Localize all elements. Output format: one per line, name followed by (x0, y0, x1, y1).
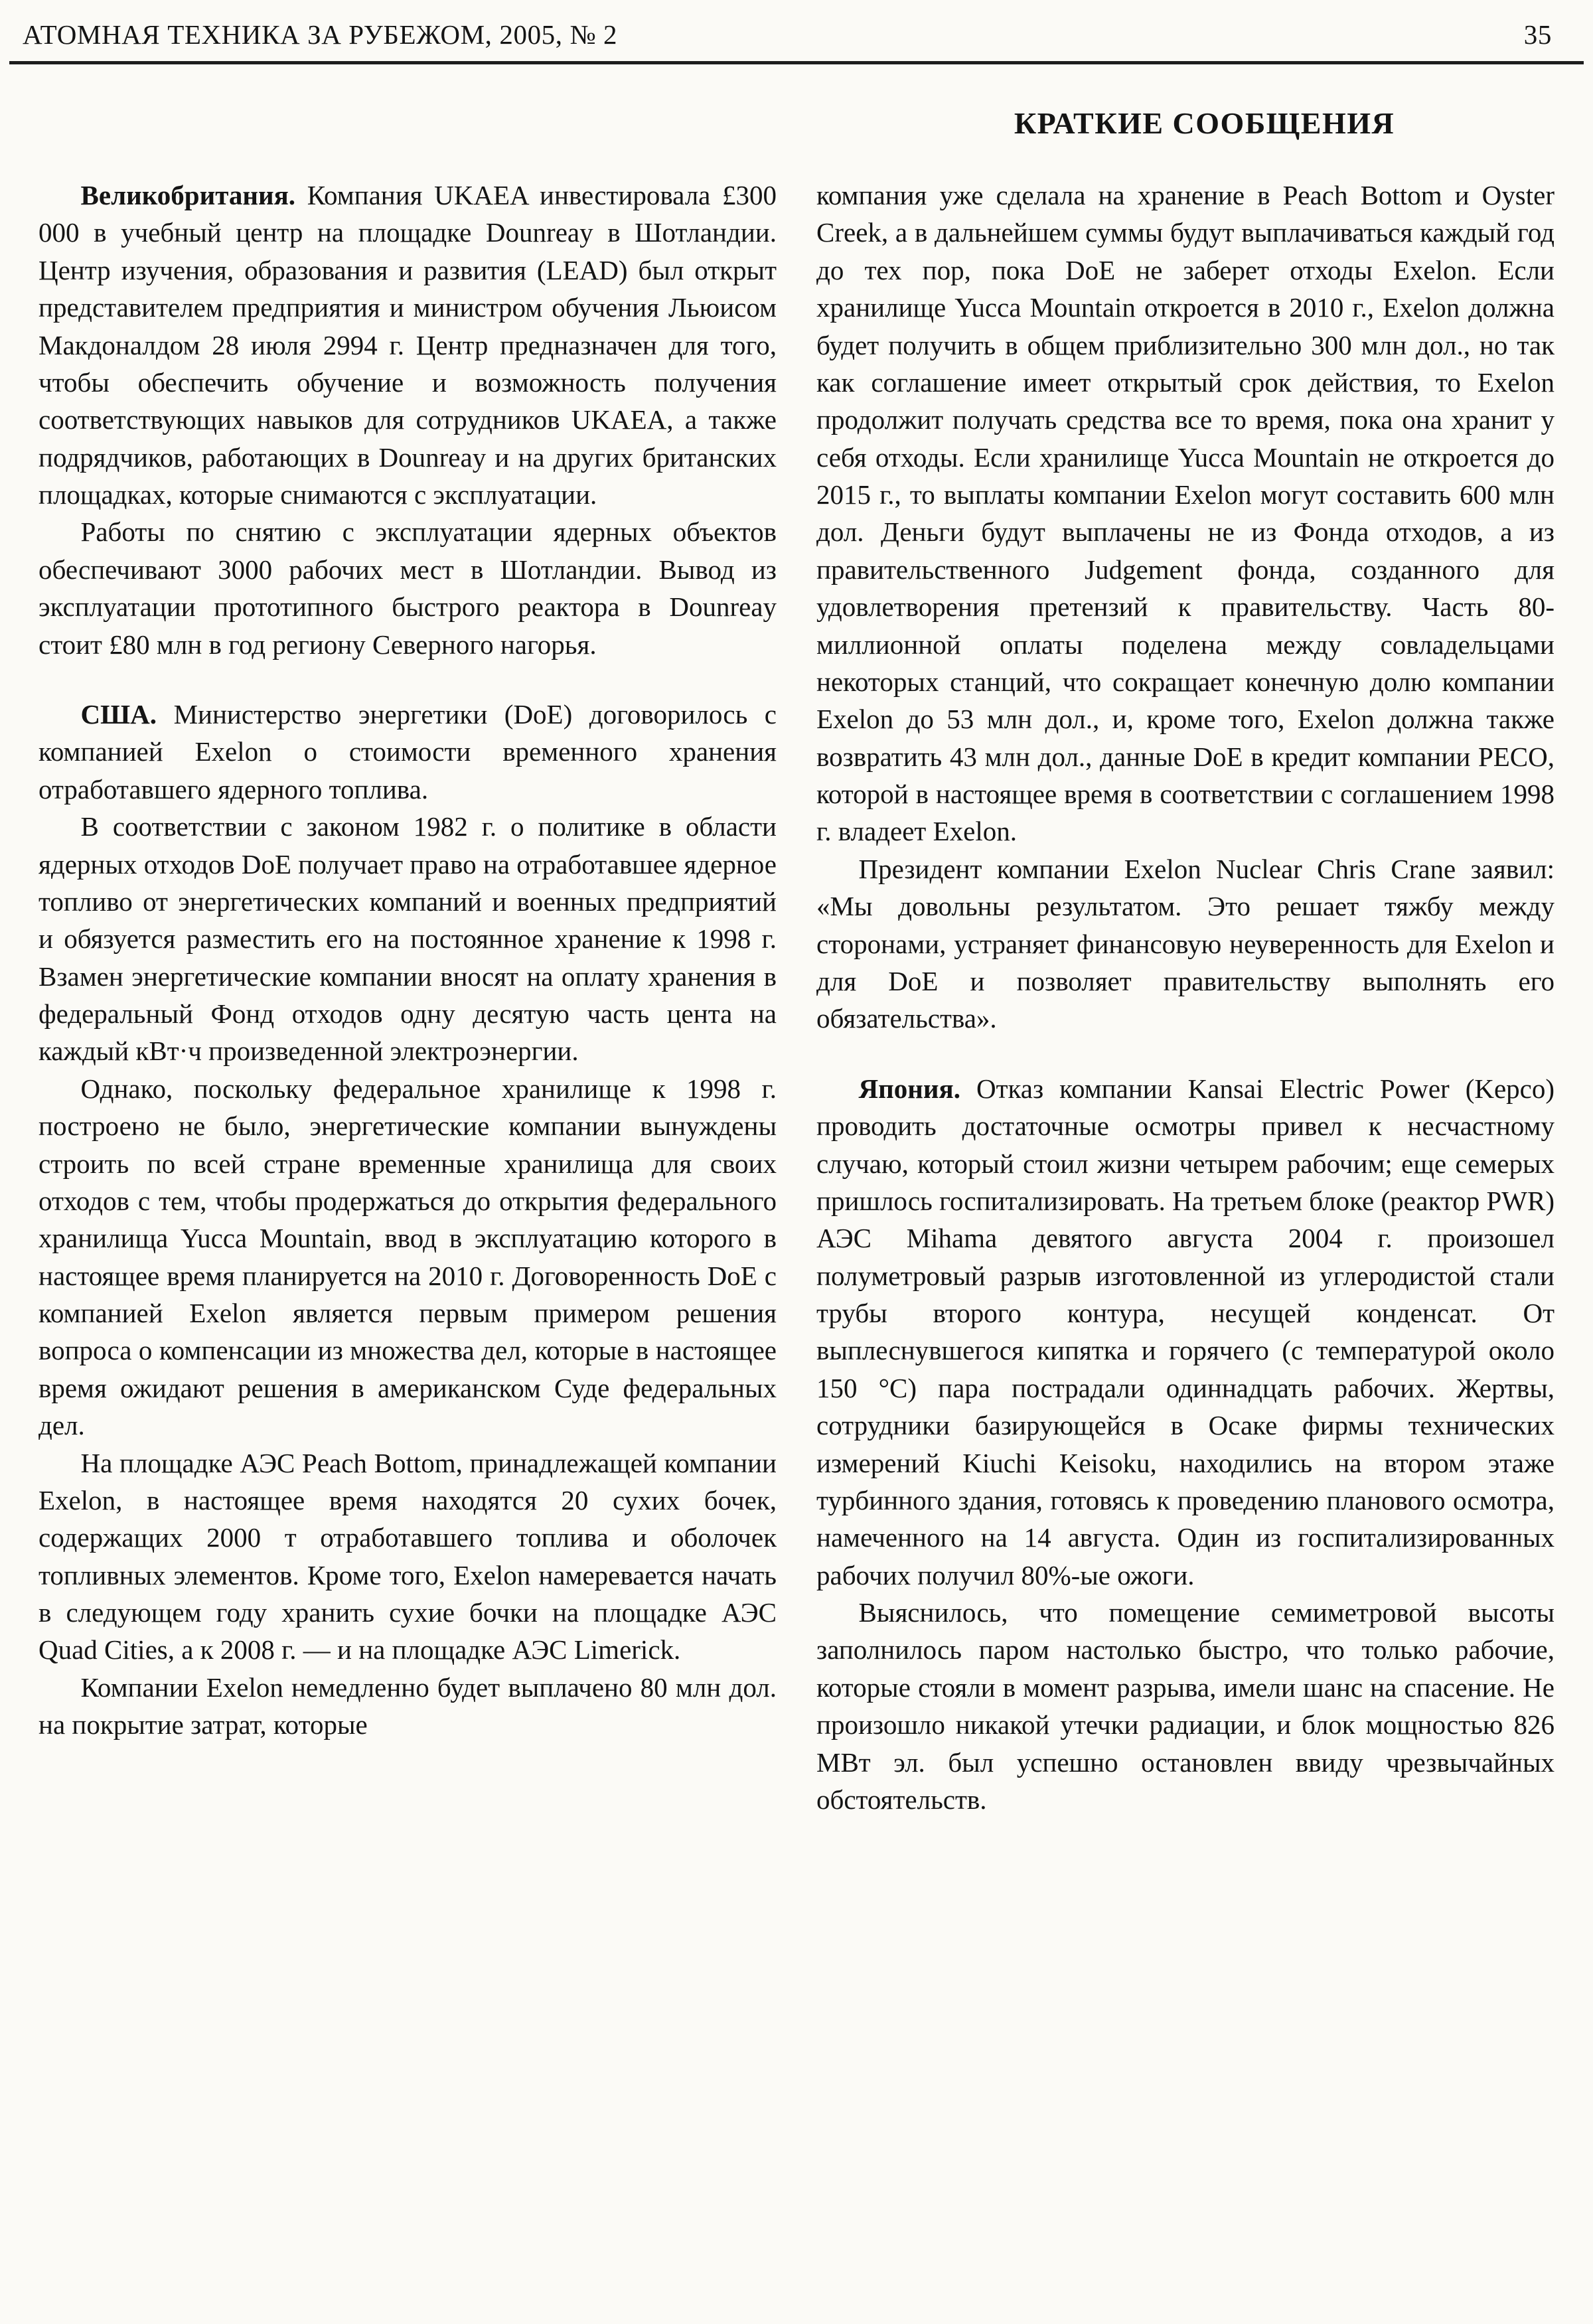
country-lead-usa: США. (80, 699, 157, 730)
paragraph (38, 808, 777, 1070)
paragraph (816, 1594, 1555, 1818)
paragraph (816, 850, 1555, 1038)
paragraph (38, 1669, 777, 1744)
paragraph-continuation (816, 177, 1555, 850)
paragraph-text: На площадке АЭС Peach Bottom, принадлежащей компании Exelon, в настоящее время находятся 20 сухих бочек, содержащих 2000 т отработавшего топлива и оболочек топливных элементов. Кроме того, Exelon намеревается начать в следующем году хранить сухие бочки на площадке АЭС Quad Cities, а к 2008 г. — и на площадке АЭС Limerick. (38, 1447, 777, 1666)
paragraph (38, 1070, 777, 1444)
article-columns (0, 141, 1593, 1818)
paragraph-text: Работы по снятию с эксплуатации ядерных объектов обеспечивают 3000 рабочих мест в Шотландии. Вывод из эксплуатации прототипного быстрого реактора в Dounreay стоит £80 млн в год региону Северного нагорья. (38, 516, 777, 660)
paragraph (38, 513, 777, 663)
paragraph-japan (816, 1070, 1555, 1594)
paragraph-text: Отказ компании Kansai Electric Power (Kepco) проводить достаточные осмотры привел к несчастному случаю, который стоил жизни четырем рабочим; еще семерых пришлось госпитализировать. На третьем блоке (реактор PWR) АЭС Mihama девятого августа 2004 г. произошел полуметровый разрыв изготовленной из углеродистой стали трубы второго контура, несущей конденсат. От выплеснувшегося кипятка и горячего (с температурой около 150 °C) пара пострадали одиннадцать рабочих. Жертвы, сотрудники базирующейся в Осаке фирмы технических измерений Kiuchi Keisoku, находились на втором этаже турбинного здания, готовясь к проведению планового осмотра, намеченного на 14 августа. Один из госпитализированных рабочих получил 80%-ые ожоги. (816, 1073, 1555, 1590)
paragraph (38, 1444, 777, 1669)
journal-title: АТОМНАЯ ТЕХНИКА ЗА РУБЕЖОМ, 2005, № 2 (23, 19, 618, 50)
page-header (0, 0, 1593, 50)
paragraph-text: компания уже сделала на хранение в Peach Bottom и Oyster Creek, а в дальнейшем суммы будут выплачиваться каждый год до тех пор, пока DoE не заберет отходы Exelon. Если хранилище Yucca Mountain откроется в 2010 г., Exelon должна будет получить в общем приблизительно 300 млн дол., но так как соглашение имеет открытый срок действия, то Exelon продолжит получать средства все то время, пока она хранит у себя отходы. Если хранилище Yucca Mountain не откроется до 2015 г., то выплаты компании Exelon могут составить 600 млн дол. Деньги будут выплачены не из Фонда отходов, а из правительственного Judgement фонда, созданного для удовлетворения претензий к правительству. Часть 80-миллионной оплаты поделена между совладельцами некоторых станций, что сокращает конечную долю компании Exelon до 53 млн дол., и, кроме того, Exelon должна также возвратить 43 млн дол., данные DoE в кредит компании PECO, которой в настоящее время в соответствии с соглашением 1998 г. владеет Exelon. (816, 180, 1555, 847)
page-number: 35 (1523, 19, 1552, 50)
country-lead-japan: Япония. (858, 1073, 960, 1104)
paragraph-text: Компании Exelon немедленно будет выплачено 80 млн дол. на покрытие затрат, которые (38, 1671, 777, 1741)
section-title-row (0, 64, 1593, 141)
text-column-right (816, 177, 1555, 1818)
paragraph-text: В соответствии с законом 1982 г. о политике в области ядерных отходов DoE получает право на отработавшее ядерное топливо от энергетических компаний и военных предприятий и обязуется разместить его на постоянное хранение к 1998 г. Взамен энергетические компании вносят на оплату хранения в федеральный Фонд отходов одну десятую часть цента на каждый кВт·ч произведенной электроэнергии. (38, 811, 777, 1067)
text-column-left (38, 177, 777, 1818)
paragraph-text: Однако, поскольку федеральное хранилище к 1998 г. построено не было, энергетические компании вынуждены строить по всей стране временные хранилища для своих отходов с тем, чтобы продержаться до открытия федерального хранилища Yucca Mountain, ввод в эксплуатацию которого в настоящее время планируется на 2010 г. Договоренность DoE с компанией Exelon является первым примером решения вопроса о компенсации из множества дел, которые в настоящее время ожидают решения в американском Суде федеральных дел. (38, 1073, 777, 1441)
paragraph-text: Выяснилось, что помещение семиметровой высоты заполнилось паром настолько быстро, что только рабочие, которые стояли в момент разрыва, имели шанс на спасение. Не произошло никакой утечки радиации, и блок мощностью 826 МВт эл. был успешно остановлен ввиду чрезвычайных обстоятельств. (816, 1597, 1555, 1815)
paragraph-usa (38, 696, 777, 808)
paragraph-text: Министерство энергетики (DoE) договорилось с компанией Exelon о стоимости временного хранения отработавшего ядерного топлива. (38, 699, 777, 805)
paragraph-text: Компания UKAEA инвестировала £300 000 в учебный центр на площадке Dounreay в Шотландии. Центр изучения, образования и развития (LEAD) был открыт представителем предприятия и министром обучения Льюисом Макдоналдом 28 июля 2994 г. Центр предназначен для того, чтобы обеспечить обучение и возможность получения соответствующих навыков для сотрудников UKAEA, а также подрядчиков, работающих в Dounreay и на других британских площадках, которые снимаются с эксплуатации. (38, 180, 777, 510)
paragraph-text: Президент компании Exelon Nuclear Chris Crane заявил: «Мы довольны результатом. Это решает тяжбу между сторонами, устраняет финансовую неуверенность для Exelon и для DoE и позволяет правительству выполнять его обязательства». (816, 853, 1555, 1034)
paragraph-uk (38, 177, 777, 513)
country-lead-uk: Великобритания. (80, 180, 296, 210)
section-title: КРАТКИЕ СООБЩЕНИЯ (1014, 106, 1395, 140)
